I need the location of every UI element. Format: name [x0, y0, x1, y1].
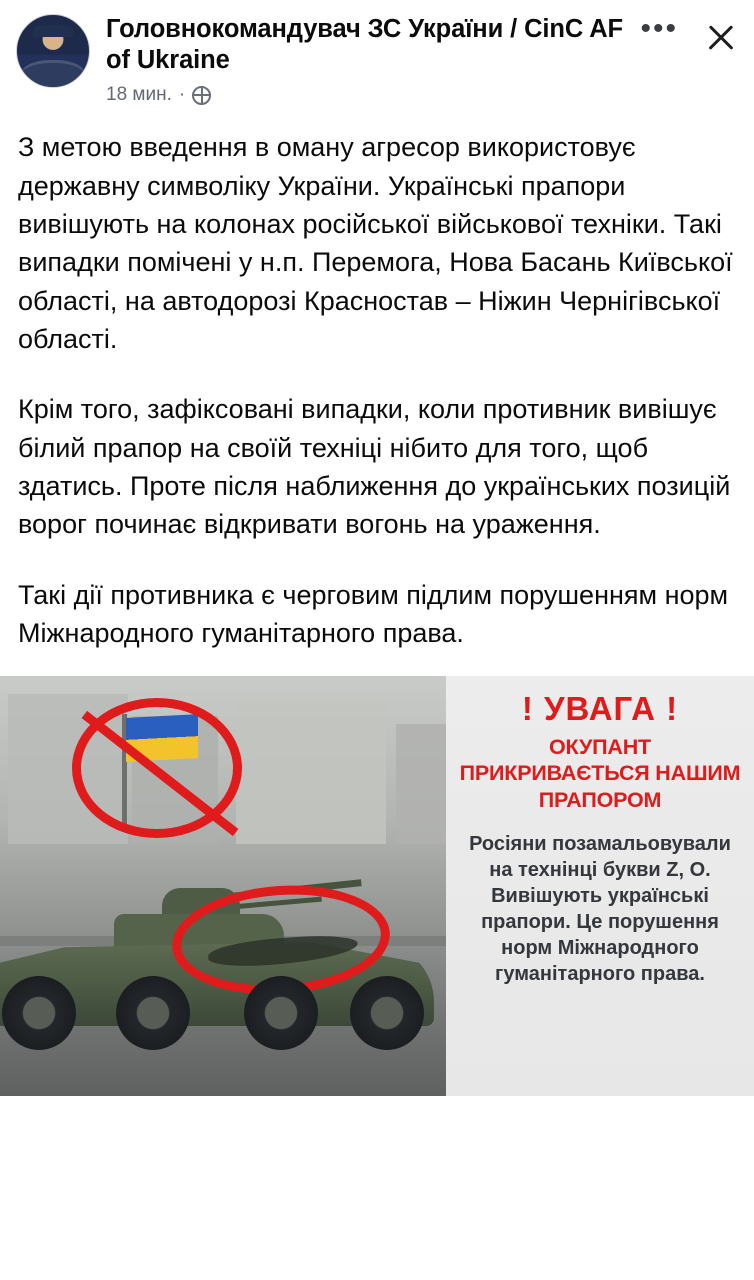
wheel — [116, 976, 190, 1050]
author-name[interactable]: Головнокомандувач ЗС України / CinC AF of Ukraine — [106, 15, 624, 75]
prohibition-slash-icon — [70, 696, 248, 842]
avatar[interactable] — [16, 14, 90, 88]
caption-title: ! УВАГА ! — [521, 690, 679, 728]
caption-body: Росіяни позамальовували на технінці букви Z, O. Вивішують українські прапори. Це порушення норм Міжнародного гуманітарного права. — [469, 832, 731, 985]
close-icon[interactable] — [704, 20, 738, 54]
post-header — [0, 0, 754, 110]
post-paragraph-2: Крім того, зафіксовані випадки, коли противник вивішує білий прапор на своїй техніці нібито для того, щоб здатись. Проте після наближення до українських позицій ворог починає відкривати вогонь на ураження. — [18, 394, 731, 540]
globe-icon[interactable] — [192, 86, 211, 105]
wheel — [350, 976, 424, 1050]
caption-subtitle: ОКУПАНТ ПРИКРИВАЄТЬСЯ НАШИМ ПРАПОРОМ — [459, 735, 741, 812]
wheel — [244, 976, 318, 1050]
post-timestamp[interactable]: 18 мин. — [106, 84, 172, 106]
building-shape — [236, 702, 386, 844]
ellipsis-icon[interactable]: ••• — [640, 12, 678, 45]
image-caption-panel — [446, 676, 754, 1096]
header-actions — [640, 14, 738, 54]
post-paragraph-1: З метою введення в оману агресор використовує державну символіку України. Українські прапори вивішують на колонах російської військової техніки. Такі випадки помічені у н.п. Перемога, Нова Басань Київської області, на автодорозі Красностав – Ніжин Чернігівської області. — [18, 132, 733, 354]
post-paragraph-3: Такі дії противника є черговим підлим порушенням норм Міжнародного гуманітарного права. — [18, 579, 729, 648]
post-body — [0, 110, 754, 676]
post-meta — [106, 84, 640, 106]
post-header-text — [90, 14, 640, 106]
post-image[interactable] — [0, 676, 754, 1096]
armored-vehicle — [0, 892, 446, 1060]
wheel — [2, 976, 76, 1050]
meta-separator: · — [178, 84, 186, 106]
